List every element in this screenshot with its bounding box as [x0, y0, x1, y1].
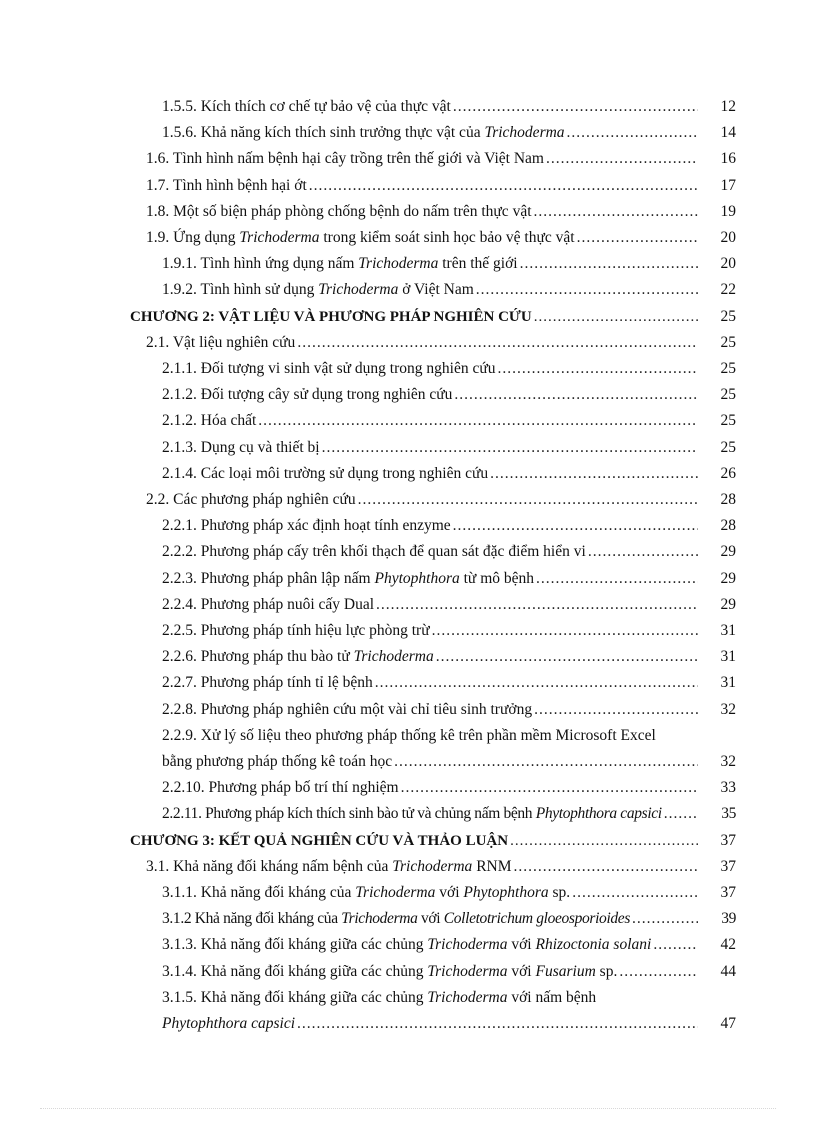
toc-page-number: 42 [720, 936, 736, 954]
toc-leader-dots [401, 775, 698, 801]
toc-page-number: 16 [720, 150, 736, 168]
toc-leader-dots [436, 644, 698, 670]
toc-entry-text: sp. [548, 884, 571, 901]
toc-page-number: 28 [720, 517, 736, 535]
toc-page-number: 32 [720, 700, 736, 718]
toc-entry[interactable] [146, 487, 736, 513]
toc-entry-title [130, 828, 508, 854]
toc-entry-text: 3.1.3. Khả năng đối kháng giữa các chủng [162, 936, 428, 954]
toc-entry-text: 3.1. Khả năng đối kháng nấm bệnh của [146, 857, 393, 875]
toc-entry[interactable] [162, 382, 736, 408]
toc-entry-text: 2.2.4. Phương pháp nuôi cấy Dual [162, 595, 375, 613]
toc-entry[interactable] [162, 592, 736, 618]
toc-entry[interactable] [162, 356, 736, 382]
toc-entry-title [146, 199, 532, 225]
toc-entry[interactable] [162, 932, 736, 958]
toc-entry-title [162, 697, 532, 723]
toc-entry-text: RNM [472, 857, 512, 875]
toc-entry-italic-term: Trichoderma [427, 936, 508, 954]
toc-leader-dots [453, 94, 698, 120]
toc-entry-text: 1.9.2. Tình hình sử dụng [162, 281, 319, 299]
toc-entry-title [162, 277, 474, 303]
toc-entry-text: ở Việt Nam [398, 281, 474, 299]
toc-entry-title [162, 382, 452, 408]
toc-leader-dots [534, 199, 698, 225]
toc-entry-text: 3.1.1. Khả năng đối kháng của [162, 884, 356, 901]
toc-entry-title [162, 618, 430, 644]
toc-leader-dots [432, 618, 698, 644]
toc-page-number: 25 [720, 333, 736, 351]
toc-page-number: 14 [720, 124, 736, 142]
toc-entry-title [146, 225, 575, 251]
toc-page-number: 29 [720, 595, 736, 613]
toc-entry-text: 2.2.9. Xử lý số liệu theo phương pháp thống kê trên phần mềm Microsoft Excel [162, 726, 656, 744]
toc-entry[interactable] [162, 120, 736, 146]
toc-entry[interactable] [162, 880, 736, 906]
toc-entry-text: với [507, 936, 536, 954]
toc-entry-text: 1.5.5. Kích thích cơ chế tự bảo vệ của thực vật [162, 98, 451, 115]
toc-leader-dots [297, 1011, 698, 1037]
toc-entry-italic-term: Trichoderma [353, 648, 434, 666]
toc-page-number: 20 [720, 229, 736, 246]
toc-page-number: 19 [720, 202, 736, 220]
toc-entry-title [162, 94, 451, 120]
toc-entry[interactable] [162, 539, 736, 565]
toc-entry-title [162, 251, 518, 277]
toc-leader-dots [497, 356, 698, 382]
toc-entry-title [146, 173, 307, 199]
toc-leader-dots [375, 670, 698, 696]
toc-page-number: 37 [720, 857, 736, 875]
toc-entry-text: từ mô bệnh [459, 569, 535, 587]
toc-entry[interactable] [162, 251, 736, 277]
toc-entry-italic-term: Trichoderma [427, 962, 508, 980]
toc-entry-text: 2.1.4. Các loại môi trường sử dụng trong nghiên cứu [162, 464, 489, 482]
toc-entry[interactable] [162, 775, 736, 801]
toc-entry-text: CHƯƠNG 2: VẬT LIỆU VÀ PHƯƠNG PHÁP NGHIÊN CỨU [130, 308, 532, 325]
toc-entry[interactable] [162, 697, 736, 723]
toc-leader-dots [577, 225, 698, 251]
toc-entry-text: trong kiểm soát sinh học bảo vệ thực vật [319, 229, 575, 246]
toc-leader-dots [394, 749, 698, 775]
toc-entry-italic-term: Trichoderma [392, 857, 473, 875]
toc-entry-text: với nấm bệnh [507, 988, 597, 1006]
toc-leader-dots [476, 277, 698, 303]
toc-entry-text: 1.7. Tình hình bệnh hại ớt [146, 176, 307, 194]
toc-entry-title [162, 644, 434, 670]
toc-page-number: 31 [720, 674, 736, 692]
toc-entry-italic-term: Phytophthora capsici [535, 805, 662, 823]
toc-leader-dots [514, 854, 698, 880]
toc-entry-title [162, 959, 617, 985]
toc-entry-title [162, 1011, 295, 1037]
toc-entry-text: 2.1. Vật liệu nghiên cứu [146, 333, 296, 351]
toc-leader-dots [490, 461, 698, 487]
toc-page-number: 25 [720, 360, 736, 377]
toc-leader-dots [520, 251, 698, 277]
toc-entry[interactable] [162, 1011, 736, 1037]
toc-page-number: 31 [720, 622, 736, 639]
toc-entry-title [162, 513, 451, 539]
toc-entry[interactable] [162, 461, 736, 487]
toc-entry[interactable] [146, 199, 736, 225]
toc-page-number: 22 [720, 281, 736, 299]
toc-entry-title [162, 461, 488, 487]
toc-entry[interactable] [146, 854, 736, 880]
toc-entry-text: 1.6. Tình hình nấm bệnh hại cây trồng trên thế giới và Việt Nam [146, 150, 544, 168]
toc-page-number: 35 [721, 805, 736, 823]
toc-entry-text: 2.2.6. Phương pháp thu bào tử [162, 648, 354, 666]
toc-leader-dots [297, 330, 698, 356]
toc-entry-title [162, 566, 534, 592]
toc-entry[interactable] [146, 173, 736, 199]
toc-entry-text: 3.1.2 Khả năng đối kháng của [162, 910, 342, 928]
toc-entry-italic-term: Phytophthora capsici [162, 1015, 296, 1032]
toc-page-number: 26 [720, 464, 736, 482]
toc-entry-text: 2.1.3. Dụng cụ và thiết bị [162, 438, 320, 456]
toc-entry-title [162, 435, 320, 461]
toc-entry-title [162, 670, 373, 696]
toc-entry[interactable] [162, 408, 736, 434]
toc-leader-dots [619, 959, 698, 985]
toc-entry-text: trên thế giới [438, 255, 518, 273]
toc-entry-text: 3.1.4. Khả năng đối kháng giữa các chủng [162, 962, 428, 980]
toc-entry-text: 2.2.5. Phương pháp tính hiệu lực phòng trừ [162, 622, 430, 639]
toc-entry-italic-term: Trichoderma [427, 988, 508, 1006]
toc-entry-italic-term: Colletotrichum gloeosporioides [443, 910, 631, 928]
toc-page-number: 37 [720, 831, 736, 849]
toc-entry-text: bằng phương pháp thống kê toán học [162, 753, 393, 770]
toc-entry-text: 1.9.1. Tình hình ứng dụng nấm [162, 255, 359, 273]
toc-page-number: 17 [720, 176, 736, 194]
toc-entry-title [162, 539, 586, 565]
toc-entry-italic-term: Phytophthora [374, 569, 460, 587]
toc-entry[interactable] [162, 723, 736, 749]
toc-entry[interactable] [162, 670, 736, 696]
toc-leader-dots [454, 382, 698, 408]
toc-entry-text: sp. [595, 962, 618, 980]
toc-entry-text: CHƯƠNG 3: KẾT QUẢ NGHIÊN CỨU VÀ THẢO LUẬN [130, 832, 509, 849]
toc-entry-text: với [435, 884, 464, 901]
toc-leader-dots [632, 906, 698, 932]
toc-entry[interactable] [162, 749, 736, 775]
toc-entry-text: 2.2.2. Phương pháp cấy trên khối thạch để quan sát đặc điểm hiển vi [162, 543, 586, 561]
toc-page-number: 25 [720, 386, 736, 404]
toc-entry-italic-term: Trichoderma [355, 884, 436, 901]
toc-entry-title [146, 330, 295, 356]
toc-leader-dots [664, 801, 698, 827]
toc-leader-dots [653, 932, 698, 958]
toc-leader-dots [453, 513, 698, 539]
toc-entry-text: 2.2.10. Phương pháp bố trí thí nghiệm [162, 779, 399, 797]
toc-entry-text: 1.8. Một số biện pháp phòng chống bệnh do nấm trên thực vật [146, 202, 532, 220]
toc-entry[interactable] [162, 906, 736, 932]
toc-page-number: 37 [720, 884, 736, 901]
toc-entry-text: 2.2. Các phương pháp nghiên cứu [146, 491, 356, 508]
toc-page-number: 25 [720, 307, 736, 325]
toc-leader-dots [546, 146, 698, 172]
toc-entry-italic-term: Fusarium [535, 962, 596, 980]
toc-leader-dots [358, 487, 698, 513]
toc-page-number: 31 [720, 648, 736, 666]
toc-entry-text: 2.2.8. Phương pháp nghiên cứu một vài chỉ tiêu sinh trưởng [162, 700, 533, 718]
toc-entry[interactable] [162, 513, 736, 539]
toc-entry-text: 1.9. Ứng dụng [146, 229, 240, 246]
toc-page-number: 29 [720, 569, 736, 587]
toc-entry-text: 2.2.1. Phương pháp xác định hoạt tính enzyme [162, 517, 451, 535]
toc-chapter-entry[interactable] [130, 304, 736, 330]
toc-entry[interactable] [162, 801, 736, 827]
toc-entry-italic-term: Trichoderma [239, 229, 320, 246]
toc-page-number: 28 [720, 491, 736, 508]
toc-leader-dots [534, 697, 698, 723]
toc-entry-title [162, 775, 399, 801]
toc-entry[interactable] [146, 225, 736, 251]
toc-entry-text: 1.5.6. Khả năng kích thích sinh trưởng thực vật của [162, 124, 485, 142]
toc-entry-title [162, 723, 656, 749]
toc-leader-dots [567, 120, 698, 146]
toc-entry-text: 3.1.5. Khả năng đối kháng giữa các chủng [162, 988, 428, 1006]
toc-entry-title [162, 932, 651, 958]
toc-page-number: 12 [720, 98, 736, 115]
toc-page-number: 33 [720, 779, 736, 797]
toc-entry[interactable] [146, 330, 736, 356]
toc-leader-dots [534, 304, 698, 330]
toc-entry-title [162, 120, 565, 146]
toc-chapter-entry[interactable] [130, 828, 736, 854]
toc-entry-title [162, 880, 570, 906]
toc-entry-title [162, 801, 662, 827]
toc-entry-text: với [417, 910, 444, 928]
toc-entry[interactable] [162, 985, 736, 1011]
toc-entry-italic-term: Phytophthora [463, 884, 549, 901]
toc-leader-dots [322, 435, 698, 461]
toc-entry-text: 2.2.7. Phương pháp tính tỉ lệ bệnh [162, 674, 373, 692]
toc-entry[interactable] [162, 959, 736, 985]
toc-page-number: 25 [720, 438, 736, 456]
toc-entry-italic-term: Trichoderma [318, 281, 399, 299]
toc-page-number: 32 [720, 753, 736, 770]
toc-entry[interactable] [162, 277, 736, 303]
toc-entry-title [162, 985, 596, 1011]
toc-entry-title [146, 487, 356, 513]
toc-leader-dots [536, 566, 698, 592]
toc-page-number: 25 [720, 412, 736, 430]
toc-page-number: 39 [721, 910, 736, 928]
toc-entry-italic-term: Trichoderma [358, 255, 439, 273]
toc-entry-text: với [507, 962, 536, 980]
toc-entry-title [162, 592, 374, 618]
toc-entry-italic-term: Trichoderma [341, 910, 418, 928]
toc-page-number: 44 [720, 962, 736, 980]
toc-page-number: 47 [720, 1015, 736, 1032]
toc-entry-text: 2.1.2. Đối tượng cây sử dụng trong nghiên cứu [162, 386, 453, 404]
toc-page-number: 29 [720, 543, 736, 561]
toc-leader-dots [309, 173, 698, 199]
toc-leader-dots [572, 880, 698, 906]
toc-entry-italic-term: Rhizoctonia solani [535, 936, 652, 954]
toc-entry-text: 2.1.2. Hóa chất [162, 412, 257, 430]
toc-entry[interactable] [162, 618, 736, 644]
toc-entry-title [162, 356, 495, 382]
toc-leader-dots [588, 539, 698, 565]
toc-entry-title [146, 854, 512, 880]
toc-entry[interactable] [162, 644, 736, 670]
page-bottom-rule [40, 1108, 776, 1109]
toc-entry-text: 2.1.1. Đối tượng vi sinh vật sử dụng trong nghiên cứu [162, 360, 496, 377]
toc-entry-title [130, 304, 532, 330]
toc-entry-italic-term: Trichoderma [484, 124, 565, 142]
toc-page-number: 20 [720, 255, 736, 273]
toc-entry[interactable] [162, 94, 736, 120]
toc-entry-text: 2.2.11. Phương pháp kích thích sinh bào tử và chủng nấm bệnh [162, 805, 536, 823]
toc-entry-title [146, 146, 544, 172]
toc-entry[interactable] [162, 435, 736, 461]
toc-entry-title [162, 749, 392, 775]
toc-entry-title [162, 408, 256, 434]
toc-leader-dots [258, 408, 698, 434]
toc-entry[interactable] [162, 566, 736, 592]
toc-leader-dots [510, 828, 698, 854]
toc-entry-text: 2.2.3. Phương pháp phân lập nấm [162, 569, 375, 587]
toc-entry[interactable] [146, 146, 736, 172]
toc-leader-dots [376, 592, 698, 618]
toc-entry-title [162, 906, 630, 932]
